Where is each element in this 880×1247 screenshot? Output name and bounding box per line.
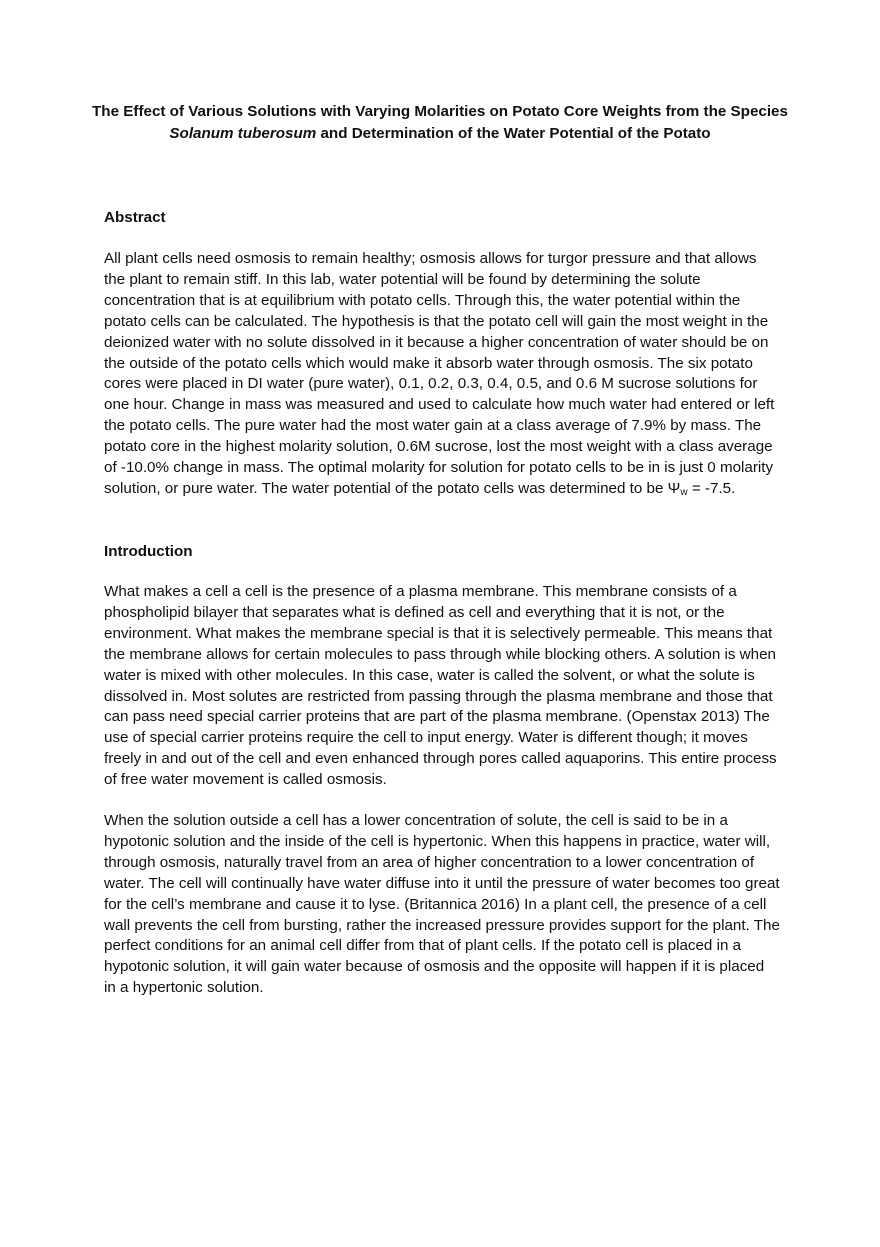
introduction-heading: Introduction: [104, 543, 193, 560]
water-potential-symbol: Ψ: [667, 479, 681, 497]
title-part-1: The Effect of Various Solutions with Varying Molarities on Potato Core Weights from the Species: [92, 103, 788, 120]
abstract-heading: Abstract: [104, 209, 166, 226]
abstract-text: All plant cells need osmosis to remain healthy; osmosis allows for turgor pressure and that allows the plant to remain stiff. In this lab, water potential will be found by determining the solute concentration that is at equilibrium with potato cells. Through this, the water potential within the potato cells can be calculated. The hypothesis is that the potato cell will gain the most weight in the deionized water with no solute dissolved in it because a higher concentration of water should be on the outside of the potato cells which would make it absorb water through osmosis. The six potato cores were placed in DI water (pure water), 0.1, 0.2, 0.3, 0.4, 0.5, and 0.6 M sucrose solutions for one hour. Change in mass was measured and used to calculate how much water had entered or left the potato cells. The pure water had the most water gain at a class average of 7.9% by mass. The potato core in the highest molarity solution, 0.6M sucrose, lost the most weight with a class average of -10.0% change in mass. The optimal molarity for solution for potato cells to be in is just 0 molarity solution, or pure water. The water potential of the potato cells was determined to be: [104, 250, 775, 497]
title-species-name: Solanum tuberosum: [169, 125, 317, 142]
introduction-paragraph-2: When the solution outside a cell has a lower concentration of solute, the cell is said to be in a hypotonic solution and the inside of the cell is hypertonic. When this happens in practice, water will, through osmosis, naturally travel from an area of higher concentration to a lower concentration of water. The cell will continually have water diffuse into it until the pressure of water becomes too great for the cell’s membrane and cause it to lyse. (Britannica 2016) In a plant cell, the presence of a cell wall prevents the cell from bursting, rather the increased pressure provides support for the plant. The perfect conditions for an animal cell differ from that of plant cells. If the potato cell is placed in a hypotonic solution, it will gain water because of osmosis and the opposite will happen if it is placed in a hypertonic solution.: [104, 812, 780, 997]
water-potential-value: = -7.5.: [687, 479, 736, 497]
abstract-paragraph: [104, 249, 780, 504]
water-potential-subscript: w: [680, 486, 688, 498]
paper-title: [90, 101, 790, 145]
title-part-2: and Determination of the Water Potential of the Potato: [316, 125, 711, 142]
introduction-paragraph-1: What makes a cell a cell is the presence of a plasma membrane. This membrane consists of a phospholipid bilayer that separates what is defined as cell and everything that it is not, or the environment. What makes the membrane special is that it is selectively permeable. This means that the membrane allows for certain molecules to pass through while blocking others. A solution is when water is mixed with other molecules. In this case, water is called the solvent, or what the solute is dissolved in. Most solutes are restricted from passing through the plasma membrane and those that can pass need special carrier proteins that are part of the plasma membrane. (Openstax 2013) The use of special carrier proteins require the cell to input energy. Water is different though; it moves freely in and out of the cell and even enhanced through pores called aquaporins. This entire process of free water movement is called osmosis.: [104, 583, 777, 789]
